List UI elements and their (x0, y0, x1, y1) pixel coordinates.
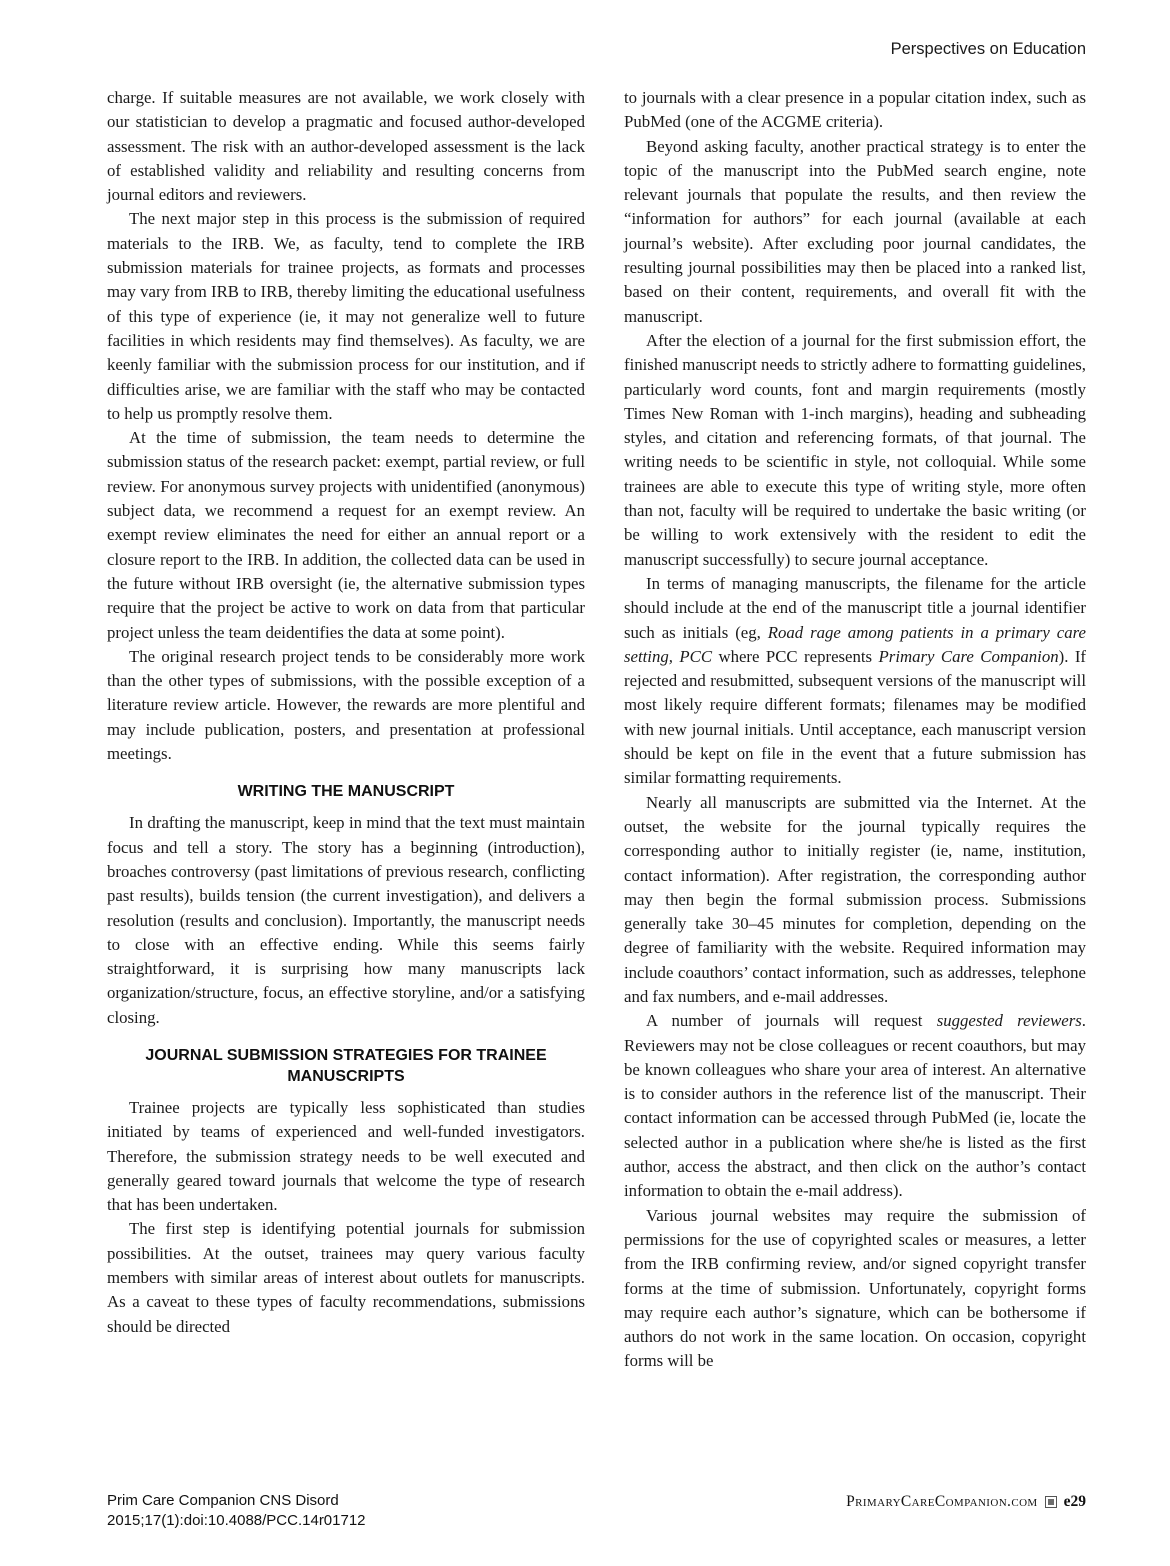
paragraph: Nearly all manuscripts are submitted via the Internet. At the outset, the website for the journal typically requires the corresponding author to initially register (ie, name, institution, contact information). After registration, the corresponding author may then begin the formal submission process. Submissions generally take 30–45 minutes for completion, depending on the degree of familiarity with the website. Required information may include coauthors’ contact information, such as addresses, telephone and fax numbers, and e-mail addresses. (624, 792, 1086, 1006)
paragraph: The original research project tends to be considerably more work than the other types of submissions, with the possible exception of a literature review article. However, the rewards are more plentiful and may include publication, posters, and presentation at professional meetings. (107, 646, 585, 764)
paragraph-text: where PCC represents (712, 646, 879, 666)
italic-text: Primary Care Companion (878, 646, 1059, 666)
paragraph (624, 572, 1086, 791)
journal-logo-icon (1045, 1496, 1057, 1508)
paragraph-text: ). If rejected and resubmitted, subsequent versions of the manuscript will most likely require different formats; filenames may be modified with new journal initials. Until acceptance, each manuscript version should be kept on file in the event that a future submission has similar formatting requirements. (624, 646, 1087, 788)
page-number: e29 (1063, 1493, 1086, 1510)
right-column (624, 86, 1086, 1374)
journal-website: PrimaryCareCompanion.com (846, 1493, 1038, 1510)
paragraph: After the election of a journal for the first submission effort, the finished manuscript needs to strictly adhere to formatting guidelines, particularly word counts, font and margin requirements (mostly Times New Roman with 1-inch margins), heading and subheading styles, and citation and referencing formats, of that journal. The writing needs to be scientific in style, not colloquial. While some trainees are able to execute this type of writing style, more often than not, faculty will be required to undertake the basic writing (or be willing to work extensively with the resident to edit the manuscript successfully) to secure journal acceptance. (624, 330, 1086, 569)
paragraph: The first step is identifying potential journals for submission possibilities. At the outset, trainees may query various faculty members with similar areas of interest about outlets for manuscripts. As a caveat to these types of faculty recommendations, submissions should be directed (107, 1219, 585, 1336)
paragraph: to journals with a clear presence in a popular citation index, such as PubMed (one of the ACGME criteria). (624, 88, 1086, 132)
left-column (107, 86, 585, 1374)
journal-name: Prim Care Companion CNS Disord (107, 1492, 339, 1509)
section-heading-journal-submission-strategies: JOURNAL SUBMISSION STRATEGIES FOR TRAINEE MANUSCRIPTS (145, 1046, 547, 1085)
page-footer (107, 1491, 1086, 1531)
paragraph: The next major step in this process is the submission of required materials to the IRB. We, as faculty, tend to complete the IRB submission materials for trainee projects, as formats and processes may vary from IRB to IRB, thereby limiting the educational usefulness of this type of experience (ie, it may not generalize well to future facilities in which residents may find themselves). As faculty, we are keenly familiar with the submission process for our institution, and if difficulties arise, we are familiar with the staff who may be contacted to help us promptly resolve them. (107, 209, 585, 423)
footer-right (846, 1491, 1086, 1511)
paragraph (624, 1009, 1086, 1203)
paragraph: charge. If suitable measures are not available, we work closely with our statistician to develop a pragmatic and focused author-developed assessment. The risk with an author-developed assessment is the lack of established validity and reliability and resulting concerns from journal editors and reviewers. (107, 88, 585, 205)
paragraph-text: . Reviewers may not be close colleagues or recent coauthors, but may be known colleagues who share your area of interest. An alternative is to consider authors in the reference list of the manuscript. Their contact information can be accessed through PubMed (ie, locate the selected author in a publication where she/he is listed as the first author, access the abstract, and then click on the author’s contact information to obtain the e-mail address). (624, 1011, 1086, 1201)
journal-doi: 2015;17(1):doi:10.4088/PCC.14r01712 (107, 1512, 366, 1529)
italic-text: Road rage among patients in a primary care setting, PCC (624, 622, 1086, 666)
paragraph-text: In terms of managing manuscripts, the filename for the article should include at the end of the manuscript title a journal identifier such as initials (eg, (624, 573, 1086, 642)
running-head: Perspectives on Education (890, 40, 1086, 58)
italic-text: suggested reviewers (936, 1011, 1082, 1031)
paragraph: In drafting the manuscript, keep in mind that the text must maintain focus and tell a story. The story has a beginning (introduction), broaches controversy (past limitations of previous research, conflicting past results), builds tension (the current investigation), and delivers a resolution (results and conclusion). Importantly, the manuscript needs to close with an effective ending. While this seems fairly straightforward, it is surprising how many manuscripts lack organization/structure, focus, an effective storyline, and/or a satisfying closing. (107, 813, 585, 1027)
section-heading-writing-the-manuscript: WRITING THE MANUSCRIPT (237, 783, 455, 801)
journal-citation (107, 1491, 366, 1531)
paragraph: Trainee projects are typically less sophisticated than studies initiated by teams of experienced and well-funded investigators. Therefore, the submission strategy needs to be well executed and generally geared toward journals that welcome the type of research that has been undertaken. (107, 1097, 585, 1215)
paragraph: Beyond asking faculty, another practical strategy is to enter the topic of the manuscript into the PubMed search engine, note relevant journals that populate the results, and then review the “information for authors” for each journal (available at each journal’s website). After excluding poor journal candidates, the resulting journal possibilities may then be placed into a ranked list, based on their content, requirements, and overall fit with the manuscript. (624, 136, 1086, 326)
two-column-body (107, 86, 1086, 1374)
paragraph-text: A number of journals will request (646, 1011, 937, 1031)
paragraph: At the time of submission, the team needs to determine the submission status of the research packet: exempt, partial review, or full review. For anonymous survey projects with unidentified (anonymous) subject data, we recommend a request for an exempt review. An exempt review eliminates the need for either an annual report or a closure report to the IRB. In addition, the collected data can be used in the future without IRB oversight (ie, the alternative submission types require that the project be active to work on data from that particular project unless the team deidentifies the data at some point). (107, 428, 585, 642)
paragraph: Various journal websites may require the submission of permissions for the use of copyrighted scales or measures, a letter from the IRB confirming review, and/or signed copyright transfer forms at the time of submission. Unfortunately, copyright forms may require each author’s signature, which can be bothersome if authors do not work in the same location. On occasion, copyright forms will be (624, 1205, 1086, 1371)
